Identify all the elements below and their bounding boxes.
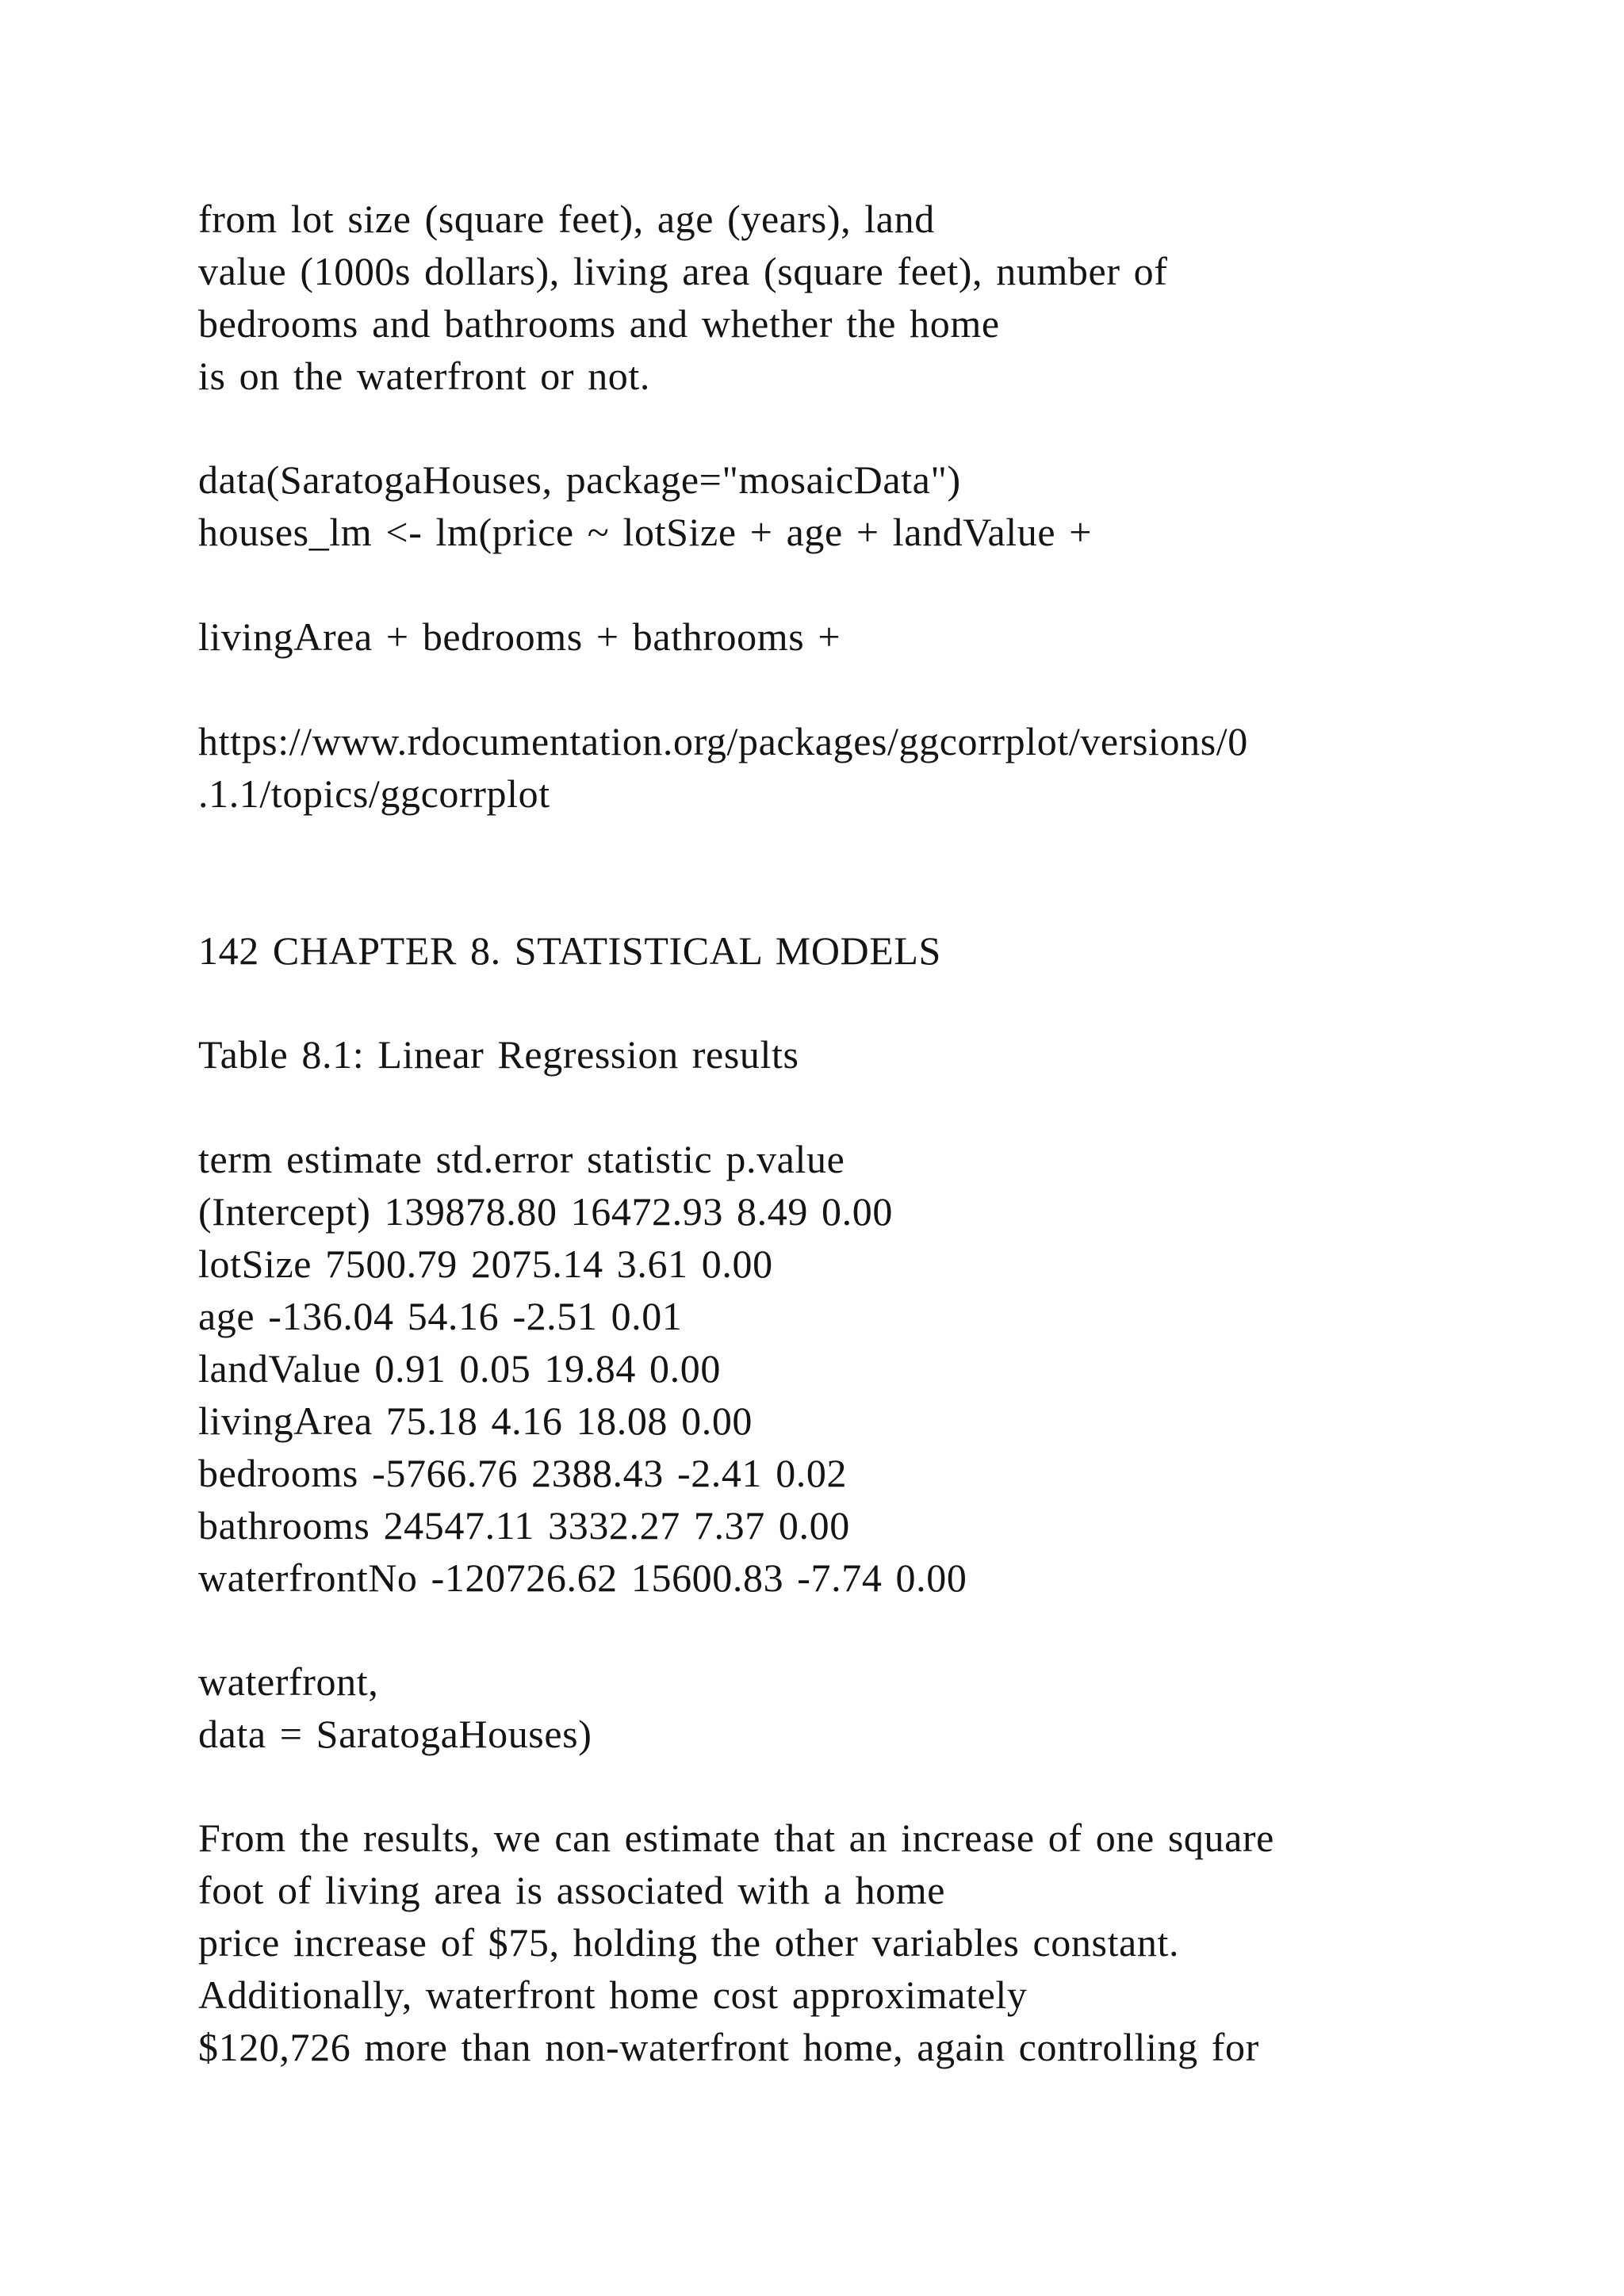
table-row: bedrooms -5766.76 2388.43 -2.41 0.02 — [198, 1451, 848, 1495]
intro-line: is on the waterfront or not. — [198, 354, 651, 398]
reference-link-line: https://www.rdocumentation.org/packages/ggcorrplot/versions/0 — [198, 719, 1248, 763]
code-line: houses_lm <- lm(price ~ lotSize + age + landValue + — [198, 510, 1093, 554]
table-header: term estimate std.error statistic p.value — [198, 1137, 845, 1181]
conclusion-line: $120,726 more than non-waterfront home, again controlling for — [198, 2025, 1259, 2069]
table-row: waterfrontNo -120726.62 15600.83 -7.74 0.00 — [198, 1556, 967, 1600]
intro-line: from lot size (square feet), age (years), land — [198, 197, 935, 241]
table-row: bathrooms 24547.11 3332.27 7.37 0.00 — [198, 1503, 850, 1548]
conclusion-line: price increase of $75, holding the other variables constant. — [198, 1920, 1180, 1965]
reference-link-line: .1.1/topics/ggcorrplot — [198, 771, 550, 816]
table-row: (Intercept) 139878.80 16472.93 8.49 0.00 — [198, 1189, 893, 1234]
code-line: livingArea + bedrooms + bathrooms + — [198, 614, 841, 659]
table-caption: Table 8.1: Linear Regression results — [198, 1032, 799, 1077]
table-row: age -136.04 54.16 -2.51 0.01 — [198, 1294, 683, 1338]
table-row: lotSize 7500.79 2075.14 3.61 0.00 — [198, 1242, 773, 1286]
intro-line: value (1000s dollars), living area (square feet), number of — [198, 249, 1168, 293]
intro-line: bedrooms and bathrooms and whether the home — [198, 301, 1000, 346]
code-line: data = SaratogaHouses) — [198, 1712, 592, 1756]
table-row: landValue 0.91 0.05 19.84 0.00 — [198, 1346, 721, 1391]
conclusion-line: Additionally, waterfront home cost approximately — [198, 1973, 1028, 2017]
code-line: waterfront, — [198, 1659, 379, 1704]
table-row: livingArea 75.18 4.16 18.08 0.00 — [198, 1399, 753, 1443]
conclusion-line: From the results, we can estimate that an increase of one square — [198, 1816, 1274, 1860]
running-header: 142 CHAPTER 8. STATISTICAL MODELS — [198, 928, 941, 973]
code-line: data(SaratogaHouses, package="mosaicData") — [198, 457, 961, 502]
conclusion-line: foot of living area is associated with a home — [198, 1868, 946, 1912]
